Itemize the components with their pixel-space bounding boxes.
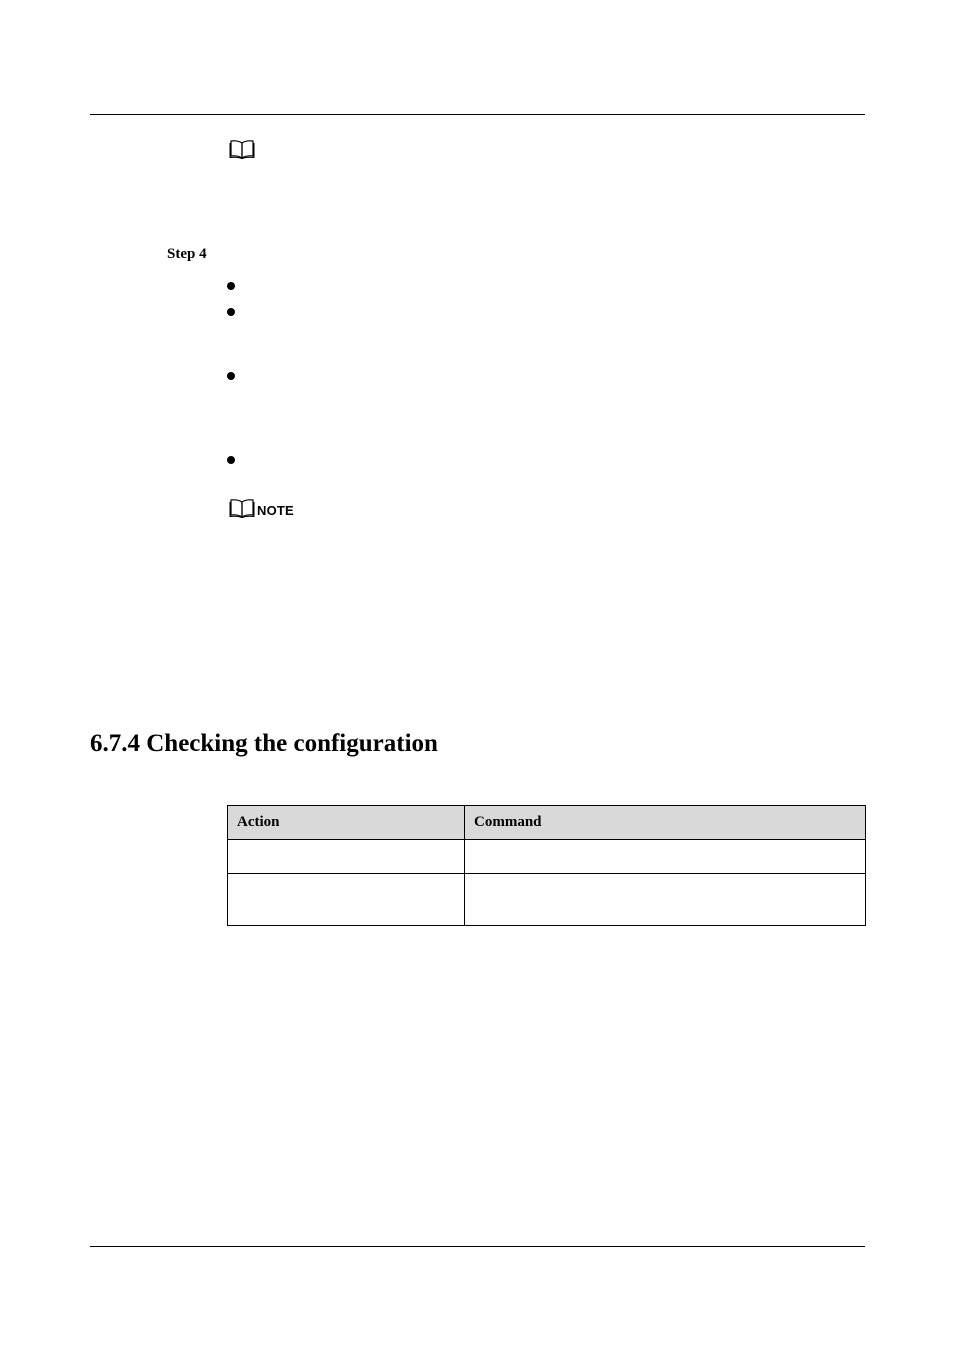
table-cell-command [465,874,866,926]
table-cell-command [465,840,866,874]
bullet-icon [227,282,235,290]
footer-rule [90,1246,865,1247]
bullet-icon [227,456,235,464]
table-row [228,840,866,874]
table-cell-action [228,840,465,874]
column-header-action: Action [228,806,465,840]
column-header-command: Command [465,806,866,840]
table-row [228,874,866,926]
header-rule [90,114,865,115]
bullet-icon [227,372,235,380]
table-header-row [228,806,866,840]
table-cell-action [228,874,465,926]
command-table [227,805,866,926]
book-icon [229,498,255,518]
step-label: Step 4 [167,246,207,262]
bullet-icon [227,308,235,316]
note-label: NOTE [257,503,294,518]
book-icon [229,139,255,159]
section-heading: 6.7.4 Checking the configuration [90,730,438,757]
